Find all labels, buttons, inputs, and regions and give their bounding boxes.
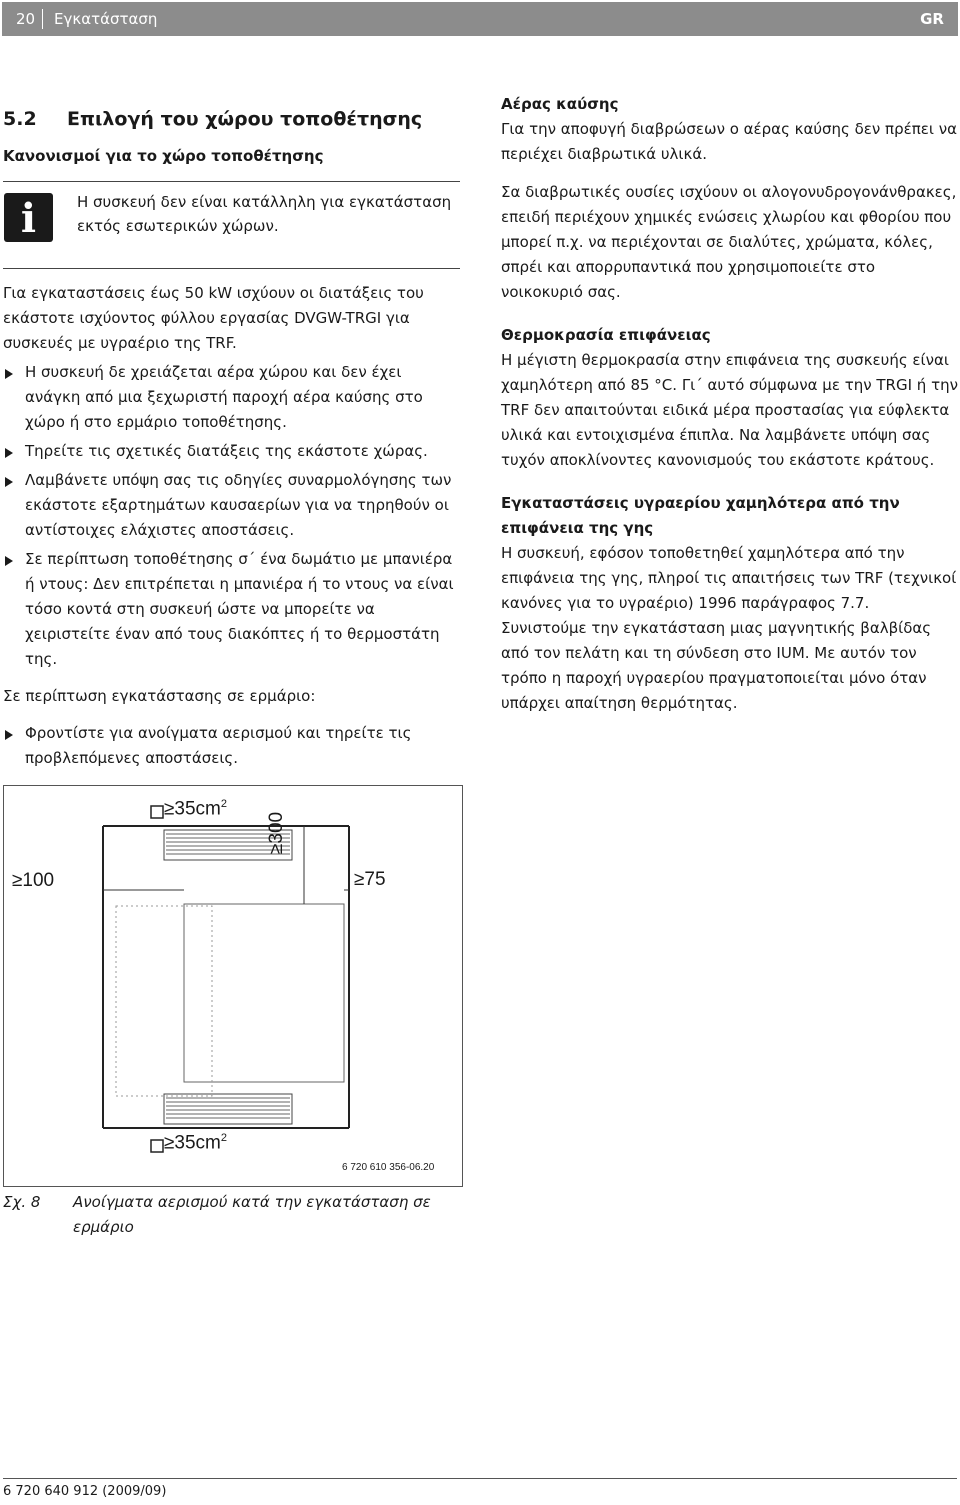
bullet-arrow-icon [5, 730, 13, 740]
section-number: 5.2 [3, 108, 37, 130]
section-title [3, 104, 460, 134]
right-column [501, 92, 959, 716]
heading-combustion-air: Αέρας καύσης [501, 95, 619, 113]
figure-ventilation-diagram [3, 785, 463, 1187]
bullet-arrow-icon [5, 477, 13, 487]
section-title-text: Επιλογή του χώρου τοποθέτησης [67, 108, 423, 130]
bullet-text: Η συσκευή δε χρειάζεται αέρα χώρου και δεν έχει ανάγκη από μια ξεχωριστή παροχή αέρα καύσης στο χώρο ή στο ερμάριο τοποθέτησης. [25, 363, 423, 431]
paragraph: Για εγκαταστάσεις έως 50 kW ισχύουν οι διατάξεις του εκάστοτε ισχύοντος φύλλου εργασίας DVGW-TRGI για συσκευές με υγραέριο της TRF. [3, 284, 424, 352]
caption-text: Ανοίγματα αερισμού κατά την εγκατάσταση σε ερμάριο [73, 1193, 431, 1236]
heading-surface-temperature: Θερμοκρασία επιφάνειας [501, 326, 711, 344]
bullet-item [3, 547, 460, 672]
label-top-vent-sup: 2 [220, 798, 228, 810]
bullet-text: Λαμβάνετε υπόψη σας τις οδηγίες συναρμολόγησης των εκάστοτε εξαρτημάτων καυσαερίων για να τηρηθούν οι αντίστοιχες ελάχιστες αποστάσεις. [25, 471, 452, 539]
bullet-item [3, 721, 460, 771]
caption-number: Σχ. 8 [3, 1193, 41, 1211]
footer-divider [3, 1478, 957, 1479]
subheading: Κανονισμοί για το χώρο τοποθέτησης [3, 147, 324, 165]
cabinet-drawing [4, 786, 462, 1186]
label-bottom-vent [164, 1132, 227, 1154]
header-divider [42, 9, 43, 29]
paragraph: Για την αποφυγή διαβρώσεων ο αέρας καύσης δεν πρέπει να περιέχει διαβρωτικά υλικά. [501, 120, 957, 163]
footer-doc-number: 6 720 640 912 (2009/09) [3, 1484, 167, 1499]
bullet-text: Σε περίπτωση τοποθέτησης σ΄ ένα δωμάτιο με μπανιέρα ή ντους: Δεν επιτρέπεται η μπανιέρα ή το ντους να είναι τόσο κοντά στη συσκευή ώστε να μπορείτε να χειριστείτε έναν από τους διακόπτες ή το θερμοστάτη της. [25, 550, 454, 668]
chapter-title: Εγκατάσταση [54, 10, 158, 28]
info-note [3, 181, 460, 269]
info-text: Η συσκευή δεν είναι κατάλληλη για εγκατάσταση εκτός εσωτερικών χώρων. [77, 193, 452, 235]
bullet-item [3, 360, 460, 435]
bullet-text: Φροντίστε για ανοίγματα αερισμού και τηρείτε τις προβλεπόμενες αποστάσεις. [25, 724, 412, 767]
label-left-distance: ≥100 [12, 870, 55, 891]
bullet-arrow-icon [5, 448, 13, 458]
bullet-arrow-icon [5, 556, 13, 566]
label-top-vent-text: ≥35cm [164, 798, 221, 820]
label-bottom-vent-sup: 2 [220, 1132, 228, 1144]
label-bottom-vent-text: ≥35cm [164, 1132, 221, 1154]
paragraph: Σα διαβρωτικές ουσίες ισχύουν οι αλογονυδρογονάνθρακες, επειδή περιέχουν χημικές ενώσεις χλωρίου και φθορίου που μπορεί π.χ. να περιέχονται σε διαλύτες, χρώματα, κόλες, σπρέι και απορρυπαντικά που χρησιμοποιείτε στο νοικοκυριό σας. [501, 183, 957, 301]
bullet-item [3, 439, 460, 464]
page-number: 20 [16, 10, 36, 28]
info-icon: i [4, 193, 53, 242]
paragraph: Η μέγιστη θερμοκρασία στην επιφάνεια της συσκευής είναι χαμηλότερη από 85 °C. Γι΄ αυτό σύμφωνα με την TRGI ή την TRF δεν απαιτούνται ειδικά μέρα προστασίας για εύφλεκτα υλικά και εντοιχισμένα έπιπλα. Να λαμβάνετε υπόψη σας τυχόν αποκλίνοντες κανονισμούς του εκάστοτε κράτους. [501, 351, 958, 469]
paragraph: Σε περίπτωση εγκατάστασης σε ερμάριο: [3, 687, 316, 705]
left-column [3, 104, 460, 771]
bullet-arrow-icon [5, 369, 13, 379]
paragraph: Η συσκευή, εφόσον τοποθετηθεί χαμηλότερα από την επιφάνεια της γης, πληροί τις απαιτήσεις των TRF (τεχνικοί κανόνες για το υγραέριο) 1996 παράγραφος 7.7. Συνιστούμε την εγκατάσταση μιας μαγνητικής βαλβίδας από τον πελάτη και τη σύνδεση στο IUM. Με αυτόν τον τρόπο η παροχή υγραερίου πραγματοποιείται μόνο όταν υπάρχει απαίτηση θερμότητας. [501, 544, 957, 712]
language-code: GR [920, 10, 944, 28]
label-right-distance: ≥75 [354, 869, 386, 890]
figure-code: 6 720 610 356-06.20 [342, 1162, 435, 1173]
bullet-text: Τηρείτε τις σχετικές διατάξεις της εκάστοτε χώρας. [25, 442, 428, 460]
bullet-item [3, 468, 460, 543]
heading-lpg-installations: Εγκαταστάσεις υγραερίου χαμηλότερα από την επιφάνεια της γης [501, 494, 900, 537]
page-header [2, 2, 958, 36]
label-top-distance: ≥300 [266, 811, 287, 854]
label-top-vent [164, 798, 227, 820]
